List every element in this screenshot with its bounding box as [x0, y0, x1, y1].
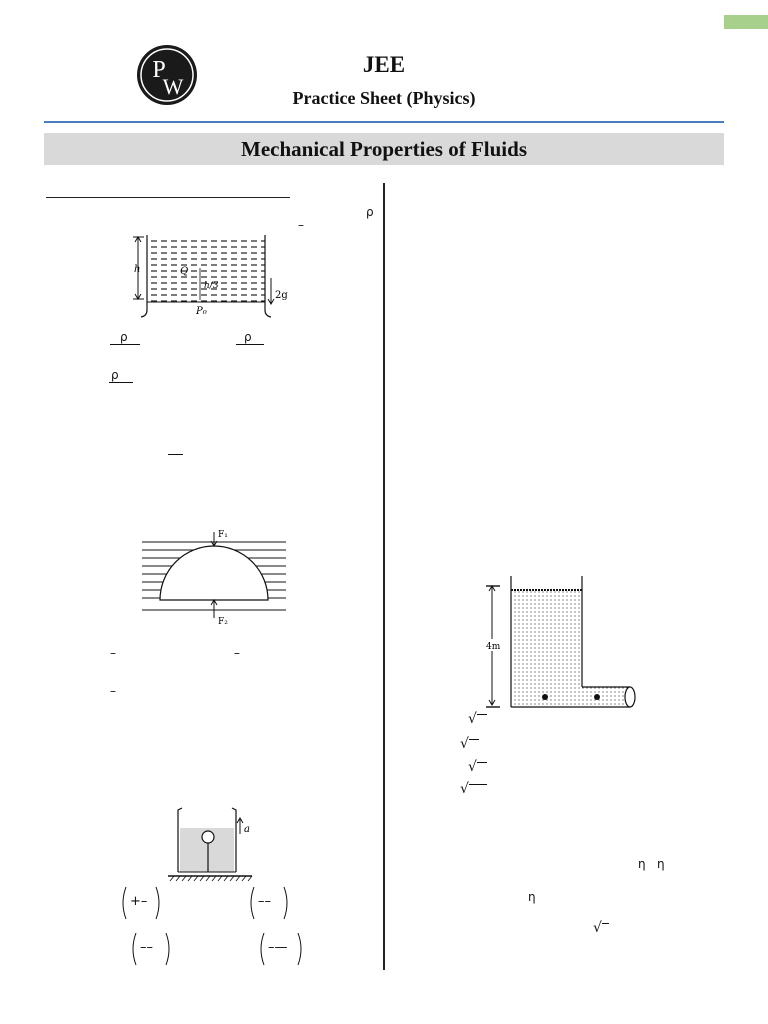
- q3-option-c-text: ––: [140, 940, 153, 955]
- q3-beaker-figure: [166, 806, 256, 882]
- q3-option-a-text: +–: [130, 894, 148, 909]
- q1-dash: –: [298, 218, 304, 232]
- q3-option-b: [246, 884, 292, 922]
- q3-option-d-text: –—: [268, 940, 288, 955]
- q3-option-d: [256, 930, 306, 968]
- q1-label-h: h: [134, 264, 141, 275]
- q5-eta-3: η: [528, 890, 536, 904]
- pw-logo: [136, 44, 198, 106]
- page-subtitle: Practice Sheet (Physics): [292, 88, 476, 108]
- q3-option-b-text: ––: [258, 894, 271, 909]
- q1-option-b-fraction: ρ: [236, 330, 264, 345]
- q1-option-d-fraction-bar: [168, 454, 183, 455]
- section-rule: [46, 197, 290, 198]
- q3-option-a: [118, 884, 164, 922]
- q4-label-height: 4m: [486, 642, 501, 652]
- q4-option-d-root: √: [460, 782, 487, 796]
- page-title: JEE: [362, 52, 406, 77]
- q1-label-accel: 2g: [275, 290, 288, 301]
- q1-label-p0: P₀: [196, 306, 207, 317]
- q1-container-figure: [130, 232, 310, 322]
- corner-tag: [724, 15, 768, 29]
- logo-letter-p: P: [152, 57, 166, 83]
- q2-label-f1: F₁: [218, 530, 228, 540]
- q3-label-a: a: [244, 824, 250, 835]
- q2-option-a-dash: –: [110, 646, 116, 660]
- q1-option-a-fraction: ρ: [110, 330, 140, 345]
- q3-option-c: [128, 930, 174, 968]
- q1-rho-symbol: ρ: [366, 205, 374, 219]
- q2-hemisphere-figure: [140, 528, 290, 628]
- logo-letter-w: W: [162, 74, 184, 99]
- q4-option-a-root: √: [468, 712, 487, 726]
- q1-option-c-fraction: ρ: [109, 368, 133, 383]
- q1-label-depth: h/3: [204, 281, 219, 291]
- q5-eta-1: η: [638, 857, 646, 871]
- column-divider: [383, 183, 385, 970]
- q2-option-b-dash: –: [234, 646, 240, 660]
- q4-option-b-root: √: [460, 737, 479, 751]
- q4-tank-figure: [482, 575, 642, 715]
- q5-eta-2: η: [657, 857, 665, 871]
- q1-label-q: Q: [180, 266, 189, 277]
- q4-option-c-root: √: [468, 760, 487, 774]
- q5-root: √: [593, 921, 609, 935]
- q2-option-c-dash: –: [110, 684, 116, 698]
- q2-label-f2: F₂: [218, 617, 228, 627]
- chapter-title: Mechanical Properties of Fluids: [241, 137, 527, 161]
- header-divider: [44, 121, 724, 123]
